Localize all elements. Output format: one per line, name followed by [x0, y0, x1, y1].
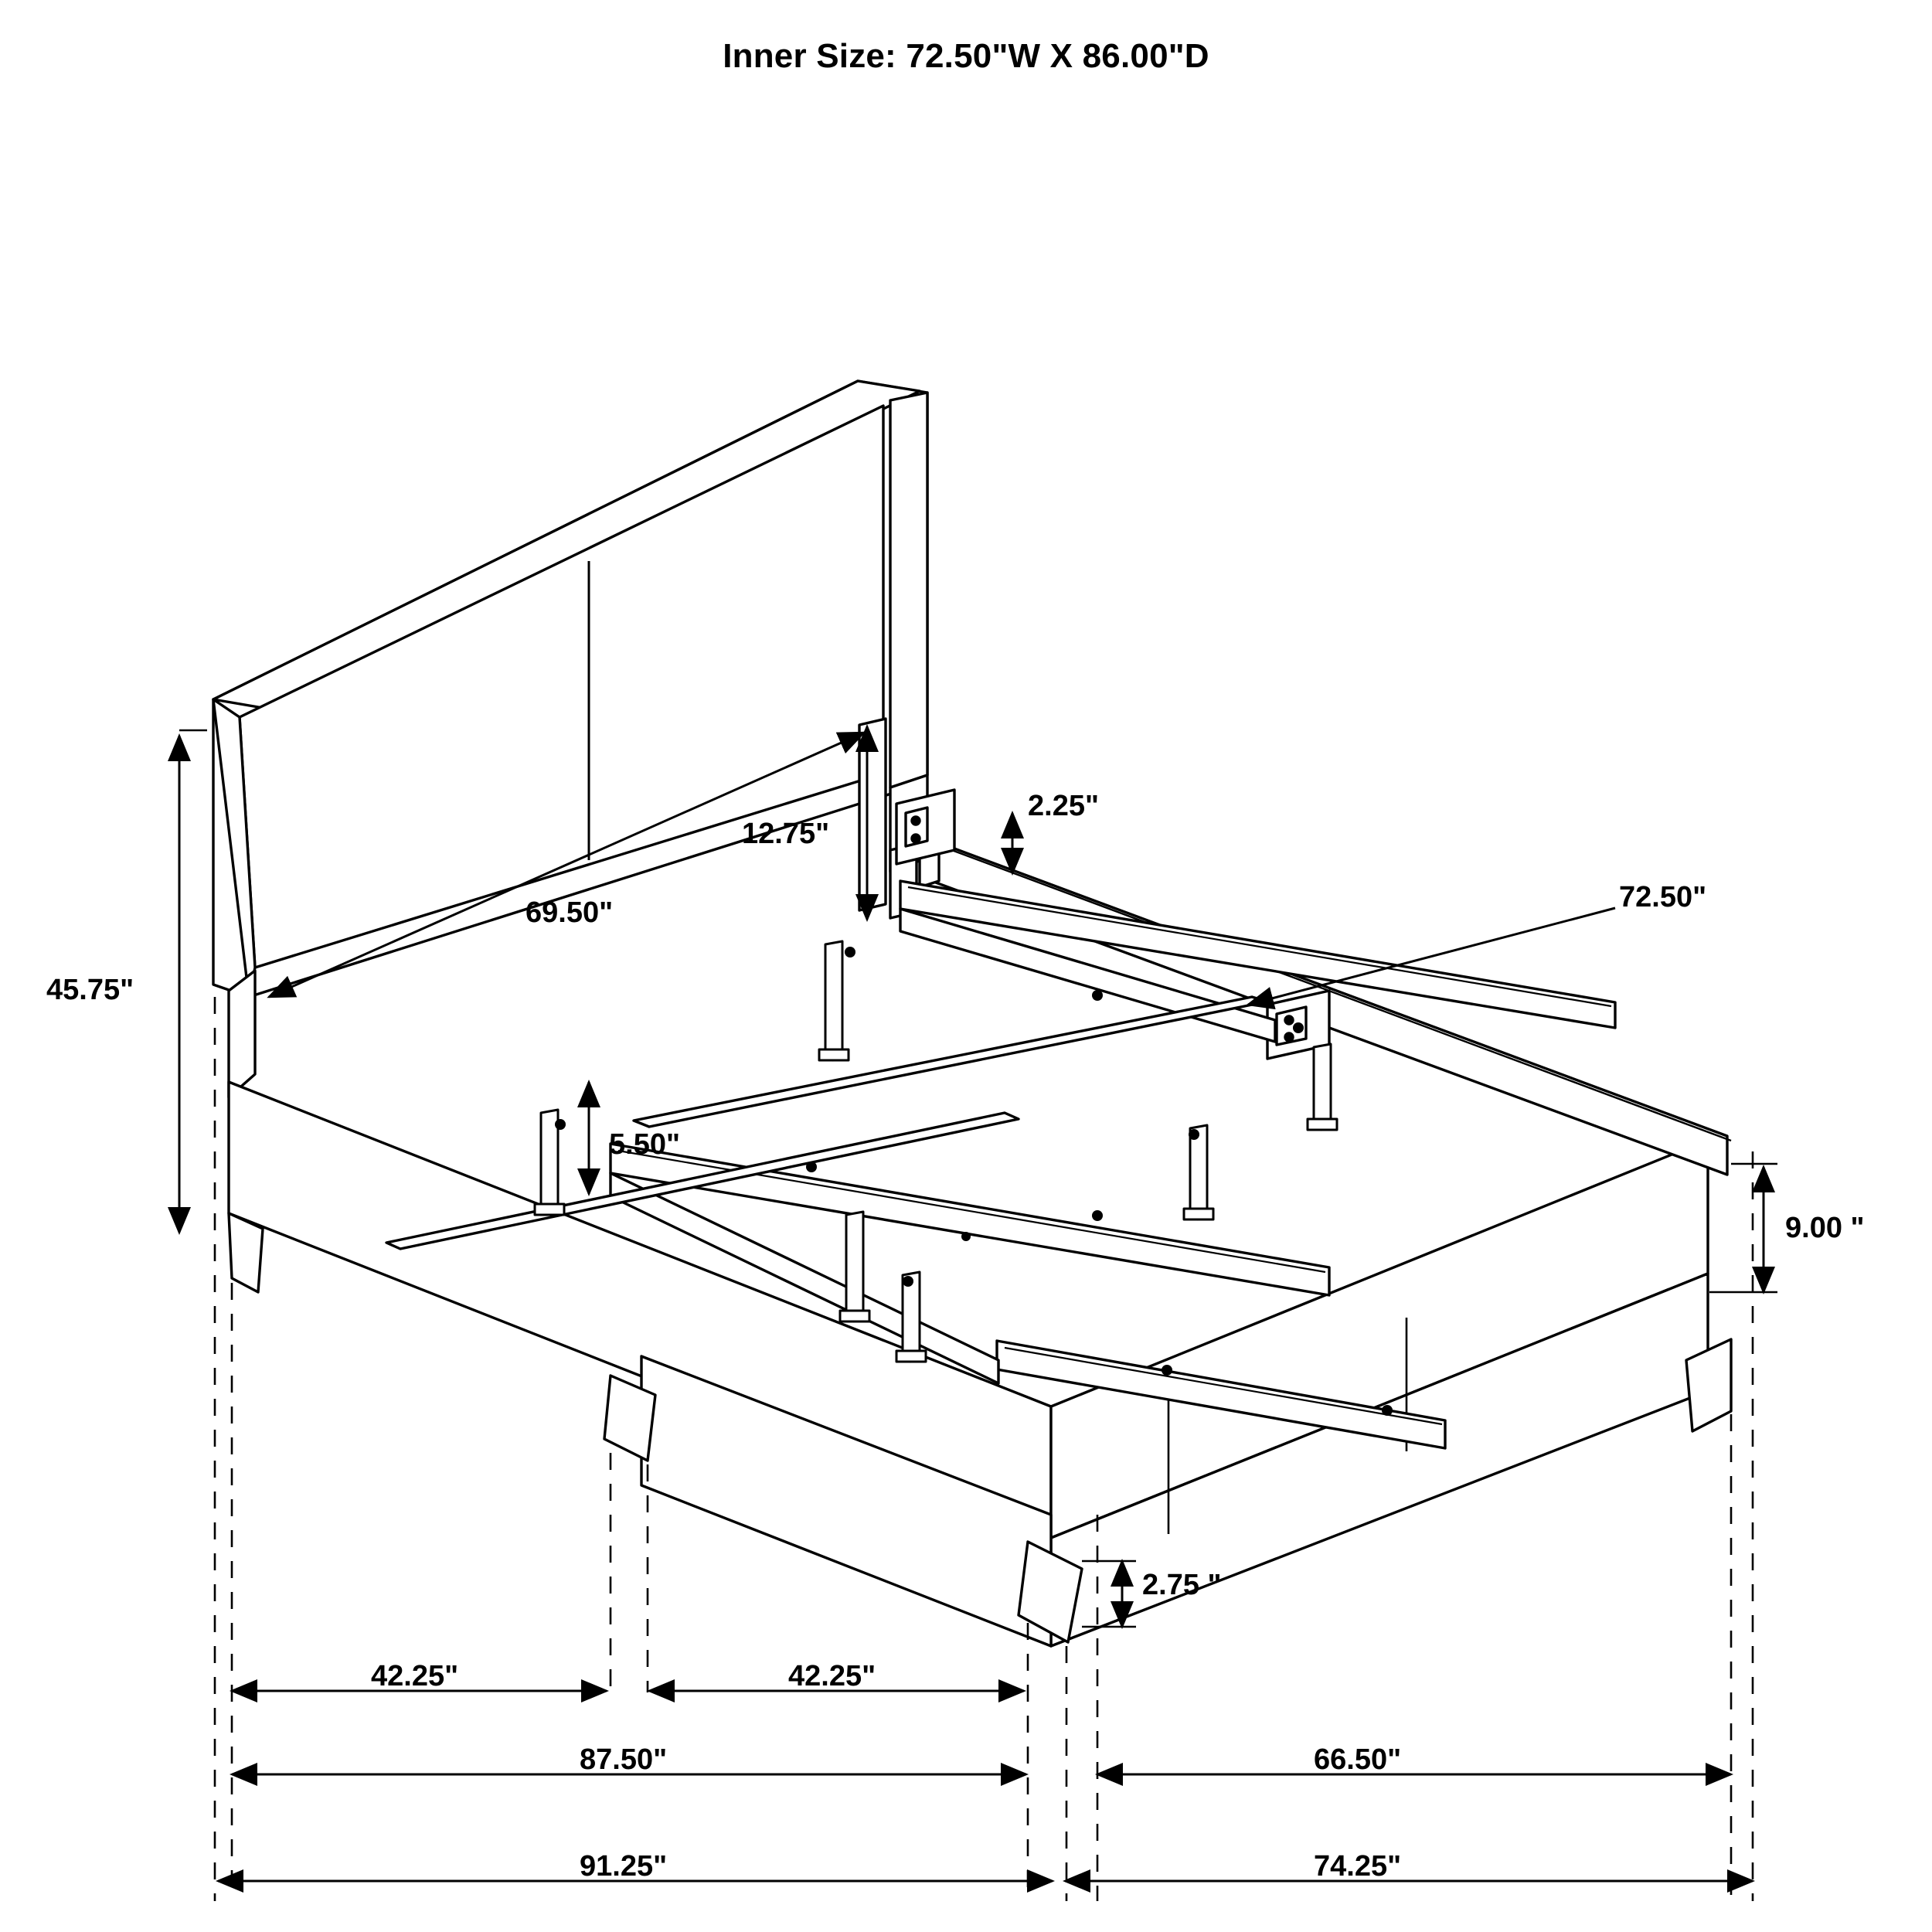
dimension-label-headboard-height: 45.75" [46, 974, 134, 1006]
dimension-label-frame-width-callout: 72.50" [1619, 881, 1707, 913]
dimension-label-slat-leg-height: 5.50" [609, 1128, 680, 1161]
dimension-label-headboard-panel-height: 12.75" [742, 818, 830, 850]
dimension-label-left-span: 42.25" [371, 1660, 459, 1692]
dimension-label-headboard-width: 69.50" [526, 896, 614, 929]
dimension-label-right-span: 42.25" [788, 1660, 876, 1692]
dimension-label-overall-width-outer: 74.25" [1314, 1850, 1402, 1883]
dimension-label-overall-length-outer: 91.25" [580, 1850, 668, 1883]
page-title: Inner Size: 72.50"W X 86.00"D [723, 37, 1209, 75]
dimension-label-rail-offset: 2.25" [1028, 790, 1099, 822]
dimension-label-overall-width-inner: 66.50" [1314, 1743, 1402, 1776]
dimension-label-side-rail-height: 9.00 " [1785, 1212, 1865, 1244]
dimension-label-foot-leg-height: 2.75 " [1142, 1569, 1222, 1601]
dimension-label-overall-length-inner: 87.50" [580, 1743, 668, 1776]
